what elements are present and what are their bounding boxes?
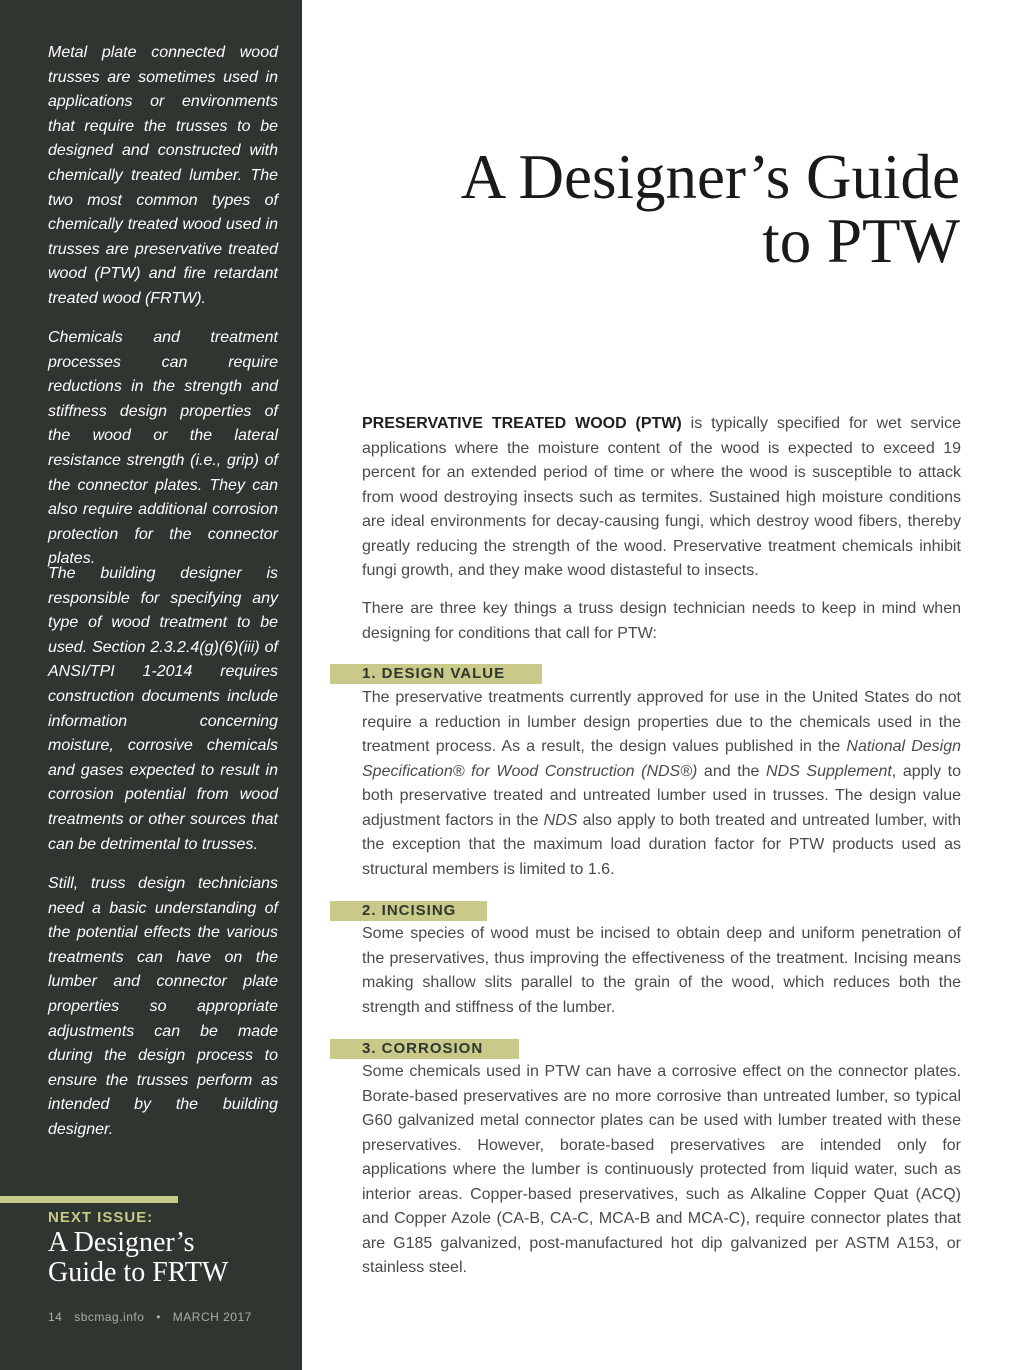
body-italic: National Design Specification® for Wood Construction (NDS®) bbox=[362, 738, 962, 780]
page-title bbox=[460, 142, 960, 276]
issue-date: MARCH 2017 bbox=[172, 1310, 252, 1324]
sidebar-paragraph: The building designer is responsible for specifying any type of wood treatment to be used. Section 2.3.2.4(g)(6)(iii) of ANSI/TPI 1-2014 requires construction documents include information concerning moisture, corrosive chemicals and gases expected to result in corrosion potential from wood treatments or other sources that can be detrimental to trusses. bbox=[48, 565, 278, 853]
body-italic: NDS Supplement bbox=[766, 762, 892, 780]
page-footer bbox=[48, 1310, 260, 1324]
intro-paragraph bbox=[362, 412, 961, 584]
sidebar-paragraph: Still, truss design technicians need a basic understanding of the potential effects the various treatments can have on the lumber and connector plate properties so appropriate adjustments can be made during the design process to ensure the trusses perform as intended by the building designer. bbox=[48, 875, 278, 1138]
next-issue-title-line: Guide to FRTW bbox=[48, 1257, 229, 1288]
footer-separator: • bbox=[156, 1310, 161, 1324]
section-body-design-value bbox=[362, 686, 961, 882]
intro-lead: PRESERVATIVE TREATED WOOD (PTW) bbox=[362, 415, 682, 432]
body-text: also apply to both treated and untreated lumber, with the exception that the maximum load duration factor for PTW products used as structural members is limited to 1.6. bbox=[362, 811, 961, 878]
section-heading-corrosion: 3. CORROSION bbox=[330, 1039, 519, 1059]
page-title-line: to PTW bbox=[762, 206, 960, 276]
section-heading-design-value: 1. DESIGN VALUE bbox=[330, 664, 542, 684]
sidebar-paragraph: Metal plate connected wood trusses are sometimes used in applications or environments that require the trusses to be designed and constructed with chemically treated lumber. The two most common types of chemically treated wood used in trusses are preservative treated wood (PTW) and fire retardant treated wood (FRTW). bbox=[48, 44, 278, 307]
section-body-incising: Some species of wood must be incised to obtain deep and uniform penetration of the preservatives, thus improving the effectiveness of the treatment. Incising means making shallow slits parallel to the grain of the wood, which reduces both the strength and stiffness of the lumber. bbox=[362, 925, 961, 1016]
sidebar-paragraph: Chemicals and treatment processes can require reductions in the strength and stiffness design properties of the wood or the lateral resistance strength (i.e., grip) of the connector plates. They can also require additional corrosion protection for the connector plates. bbox=[48, 329, 278, 568]
intro-text: is typically specified for wet service applications where the moisture content of the wood is expected to exceed 19 percent for an extended period of time or where the wood is susceptible to attack from wood destroying insects such as termites. Sustained high moisture conditions are ideal environments for decay-causing fungi, which destroy wood fibers, thereby greatly reducing the strength of the wood. Preservative treatment chemicals inhibit fungi growth, and they make wood distasteful to insects. bbox=[362, 415, 962, 579]
body-text: The preservative treatments currently approved for use in the United States do not require a reduction in lumber design properties due to the chemicals used in the treatment process. As a result, the design values published in the bbox=[362, 689, 961, 755]
body-text: and the bbox=[697, 762, 767, 780]
body-text: , apply to both preservative treated and untreated lumber used in trusses. The design value adjustment factors in the bbox=[362, 762, 961, 829]
page-title-line: A Designer’s Guide bbox=[460, 142, 960, 212]
next-issue-title bbox=[48, 1228, 298, 1288]
sidebar bbox=[0, 0, 302, 1370]
next-issue-label: NEXT ISSUE: bbox=[48, 1209, 154, 1226]
next-issue-rule bbox=[0, 1196, 178, 1203]
next-issue-title-line: A Designer’s bbox=[48, 1227, 195, 1258]
section-body-corrosion: Some chemicals used in PTW can have a corrosive effect on the connector plates. Borate-based preservatives are no more corrosive than untreated lumber, so typical G60 galvanized metal connector plates can be used with lumber treated with these preservatives. However, borate-based preservatives are intended only for applications where the lumber is continuously protected from liquid water, such as interior areas. Copper-based preservatives, such as Alkaline Copper Quat (ACQ) and Copper Azole (CA-B, CA-C, MCA-B and MCA-C), require connector plates that are G185 galvanized, post-manufactured hot dip galvanized per ASTM A153, or stainless steel. bbox=[362, 1063, 961, 1276]
intro-paragraph-2: There are three key things a truss design technician needs to keep in mind when designing for conditions that call for PTW: bbox=[362, 600, 961, 642]
page-number: 14 bbox=[48, 1310, 63, 1324]
section-heading-incising: 2. INCISING bbox=[330, 901, 487, 921]
body-italic: NDS bbox=[543, 811, 578, 829]
site-name: sbcmag.info bbox=[74, 1310, 145, 1324]
